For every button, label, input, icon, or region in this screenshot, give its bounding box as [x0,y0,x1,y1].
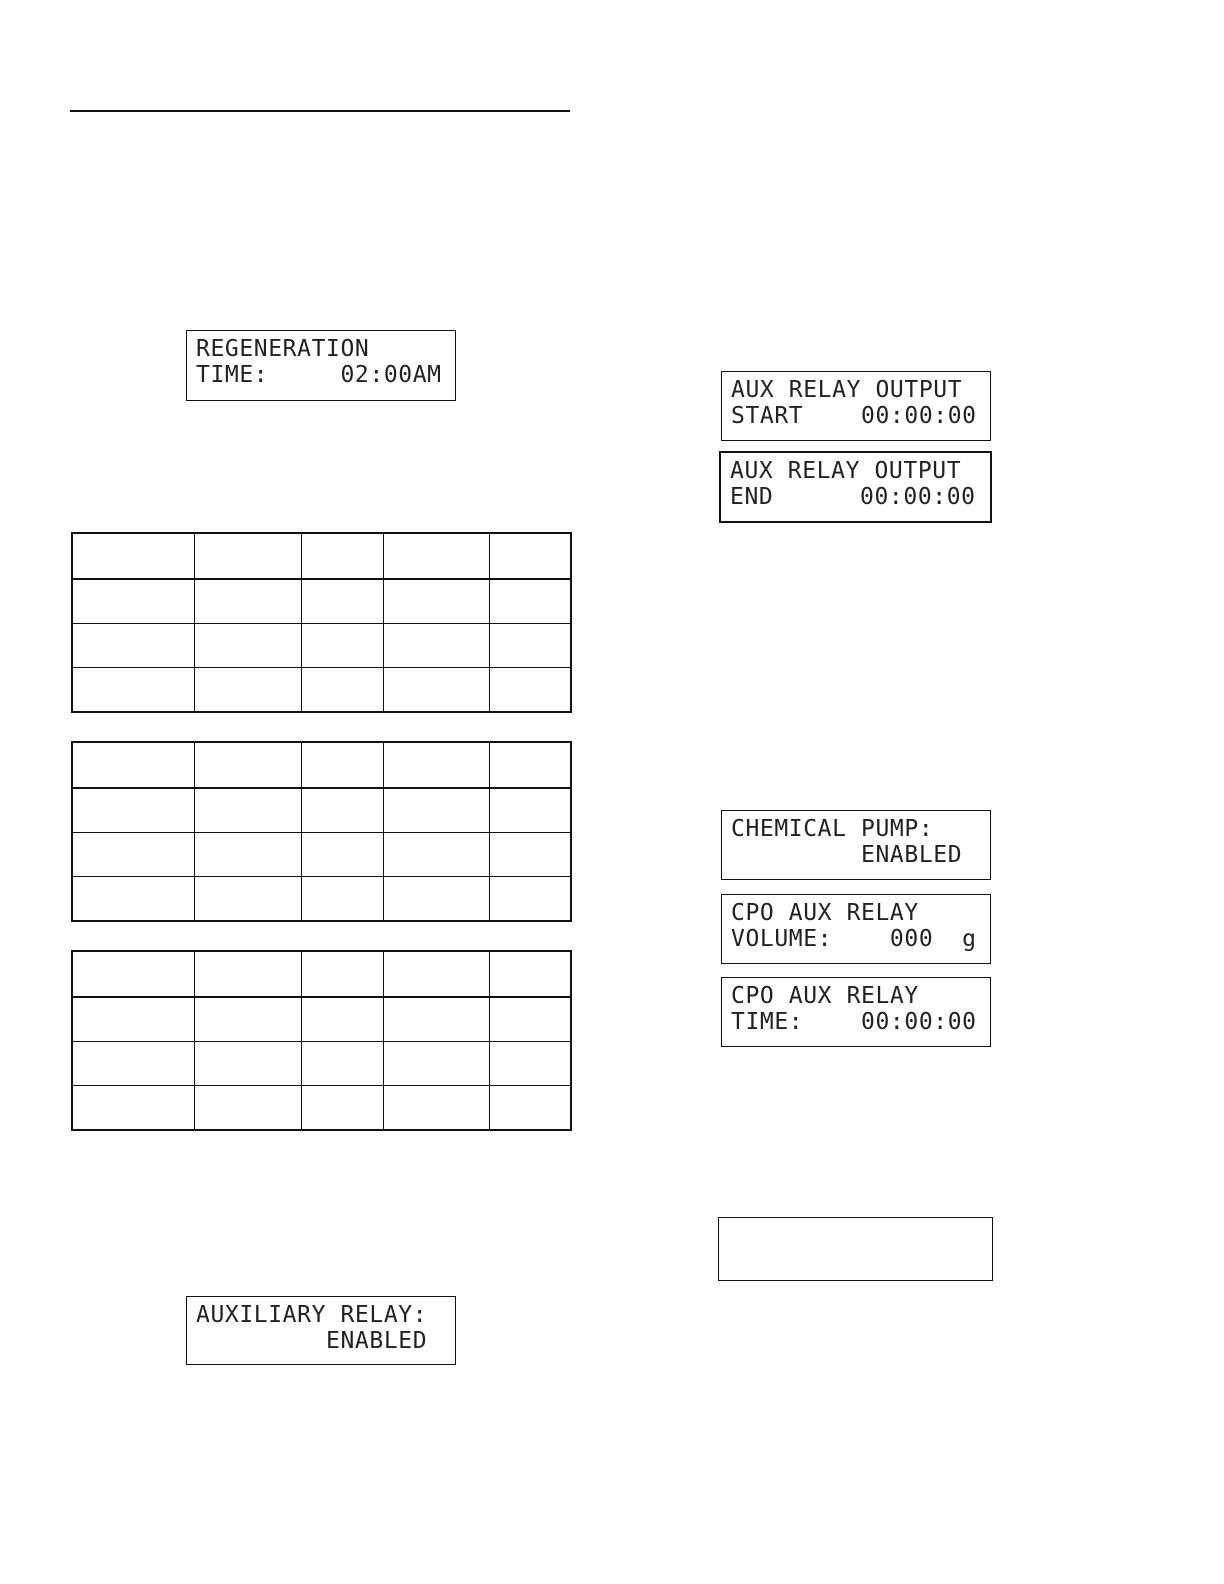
table-cell [72,833,194,877]
table-header-row [72,533,571,579]
chemical-pump-display [721,810,991,880]
table-cell [72,1042,194,1086]
display-line-2: END 00:00:00 [730,484,976,510]
table-cell [301,877,383,922]
table-cell [383,788,489,833]
table-cell [72,997,194,1042]
table-header-row [72,742,571,788]
table-cell [194,1042,301,1086]
display-line-1: REGENERATION [196,336,370,362]
table-cell [383,1042,489,1086]
table-cell [383,533,489,579]
display-line-1: AUX RELAY OUTPUT [730,458,962,484]
table-cell [383,742,489,788]
table-cell [301,742,383,788]
table-cell [383,997,489,1042]
display-line-2: VOLUME: 000 g [731,926,977,952]
table-cell [383,1086,489,1131]
table-row [72,997,571,1042]
table-3 [71,950,572,1131]
table-cell [383,951,489,997]
table-cell [489,742,571,788]
table-cell [489,877,571,922]
table-cell [383,579,489,624]
table-row [72,668,571,713]
table-cell [489,1086,571,1131]
table-cell [194,579,301,624]
table-row [72,579,571,624]
table-cell [301,833,383,877]
header-rule [70,110,570,112]
table-cell [301,668,383,713]
table-2 [71,741,572,922]
table-row [72,1042,571,1086]
blank-display [718,1217,993,1281]
table-cell [489,951,571,997]
table-cell [194,788,301,833]
table-cell [72,624,194,668]
display-line-2: TIME: 02:00AM [196,362,442,388]
cpo-aux-relay-time-display [721,977,991,1047]
table-cell [72,788,194,833]
table-cell [194,951,301,997]
table-cell [72,533,194,579]
auxiliary-relay-display [186,1296,456,1365]
table-cell [72,951,194,997]
cpo-aux-relay-volume-display [721,894,991,964]
table-cell [301,1042,383,1086]
display-line-1: AUXILIARY RELAY: [196,1302,428,1328]
aux-relay-output-start-display [721,371,991,441]
display-line-2: ENABLED [731,842,963,868]
table-cell [301,788,383,833]
table-cell [301,579,383,624]
table-1 [71,532,572,713]
table-cell [489,624,571,668]
table-cell [72,579,194,624]
table-cell [489,579,571,624]
table-cell [489,533,571,579]
table-row [72,877,571,922]
table-cell [301,533,383,579]
table-cell [383,624,489,668]
table-cell [301,997,383,1042]
table-cell [301,1086,383,1131]
table-row [72,788,571,833]
table-cell [194,668,301,713]
table-cell [72,1086,194,1131]
table-cell [194,833,301,877]
table-cell [194,997,301,1042]
table-cell [383,877,489,922]
table-cell [72,877,194,922]
table-row [72,833,571,877]
display-line-1: CPO AUX RELAY [731,983,919,1009]
display-line-1: AUX RELAY OUTPUT [731,377,963,403]
table-cell [489,997,571,1042]
display-line-2: START 00:00:00 [731,403,977,429]
table-cell [194,877,301,922]
table-cell [383,833,489,877]
display-line-2: TIME: 00:00:00 [731,1009,977,1035]
regeneration-time-display [186,330,456,401]
table-cell [489,833,571,877]
table-row [72,1086,571,1131]
display-line-1: CPO AUX RELAY [731,900,919,926]
table-row [72,624,571,668]
table-header-row [72,951,571,997]
table-cell [194,1086,301,1131]
table-cell [489,1042,571,1086]
table-cell [72,668,194,713]
table-cell [194,533,301,579]
table-cell [383,668,489,713]
table-cell [194,624,301,668]
table-cell [301,624,383,668]
table-cell [489,668,571,713]
display-line-2: ENABLED [196,1328,428,1354]
table-cell [194,742,301,788]
aux-relay-output-end-display [719,451,992,523]
display-line-1: CHEMICAL PUMP: [731,816,934,842]
table-cell [489,788,571,833]
table-cell [301,951,383,997]
table-cell [72,742,194,788]
